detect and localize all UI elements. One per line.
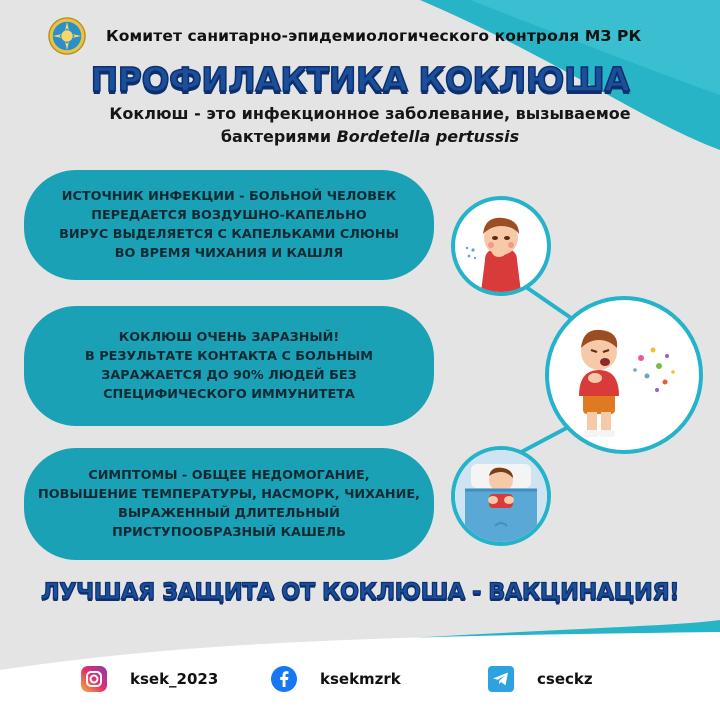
- facebook-icon: [270, 665, 298, 693]
- card-line: СПЕЦИФИЧЕСКОГО ИММУНИТЕТА: [103, 387, 355, 402]
- card-line: КОКЛЮШ ОЧЕНЬ ЗАРАЗНЫЙ!: [118, 330, 340, 345]
- card-line: ВЫРАЖЕННЫЙ ДЛИТЕЛЬНЫЙ: [118, 506, 340, 521]
- info-card-symptoms: [24, 448, 434, 560]
- facebook-handle[interactable]: ksekmzrk: [320, 670, 401, 688]
- subtitle-line-2-prefix: бактериями: [220, 127, 337, 146]
- sneezing-boy-illustration: [545, 296, 703, 454]
- sick-child-in-bed-illustration: [451, 446, 551, 546]
- info-card-contagious: [24, 306, 434, 426]
- coughing-boy-illustration: [451, 196, 551, 296]
- telegram-icon: [487, 665, 515, 693]
- card-line: В РЕЗУЛЬТАТЕ КОНТАКТА С БОЛЬНЫМ: [84, 349, 374, 364]
- card-line: ВО ВРЕМЯ ЧИХАНИЯ И КАШЛЯ: [114, 246, 344, 261]
- social-facebook[interactable]: [270, 665, 401, 693]
- card-line: ПРИСТУПООБРАЗНЫЙ КАШЕЛЬ: [112, 525, 346, 540]
- social-telegram[interactable]: [487, 665, 593, 693]
- page-title: ПРОФИЛАКТИКА КОКЛЮША: [90, 60, 630, 99]
- organization-name: Комитет санитарно-эпидемиологического контроля МЗ РК: [106, 27, 642, 45]
- subtitle-line-1: Коклюш - это инфекционное заболевание, вызываемое: [109, 104, 631, 123]
- card-line: ПЕРЕДАЕТСЯ ВОЗДУШНО-КАПЕЛЬНО: [91, 208, 367, 223]
- instagram-icon: [80, 665, 108, 693]
- card-line: СИМПТОМЫ - ОБЩЕЕ НЕДОМОГАНИЕ,: [88, 468, 370, 483]
- card-line: ИСТОЧНИК ИНФЕКЦИИ - БОЛЬНОЙ ЧЕЛОВЕК: [61, 189, 397, 204]
- vaccination-slogan: ЛУЧШАЯ ЗАЩИТА ОТ КОКЛЮША - ВАКЦИНАЦИЯ!: [41, 579, 679, 605]
- social-instagram[interactable]: [80, 665, 218, 693]
- telegram-handle[interactable]: cseckz: [537, 670, 593, 688]
- instagram-handle[interactable]: ksek_2023: [130, 670, 219, 688]
- card-line: ЗАРАЖАЕТСЯ ДО 90% ЛЮДЕЙ БЕЗ: [101, 368, 357, 383]
- card-line: ВИРУС ВЫДЕЛЯЕТСЯ С КАПЕЛЬКАМИ СЛЮНЫ: [59, 227, 399, 242]
- bacteria-name: Bordetella pertussis: [336, 127, 520, 146]
- info-card-source: [24, 170, 434, 280]
- card-line: ПОВЫШЕНИЕ ТЕМПЕРАТУРЫ, НАСМОРК, ЧИХАНИЕ,: [38, 487, 420, 502]
